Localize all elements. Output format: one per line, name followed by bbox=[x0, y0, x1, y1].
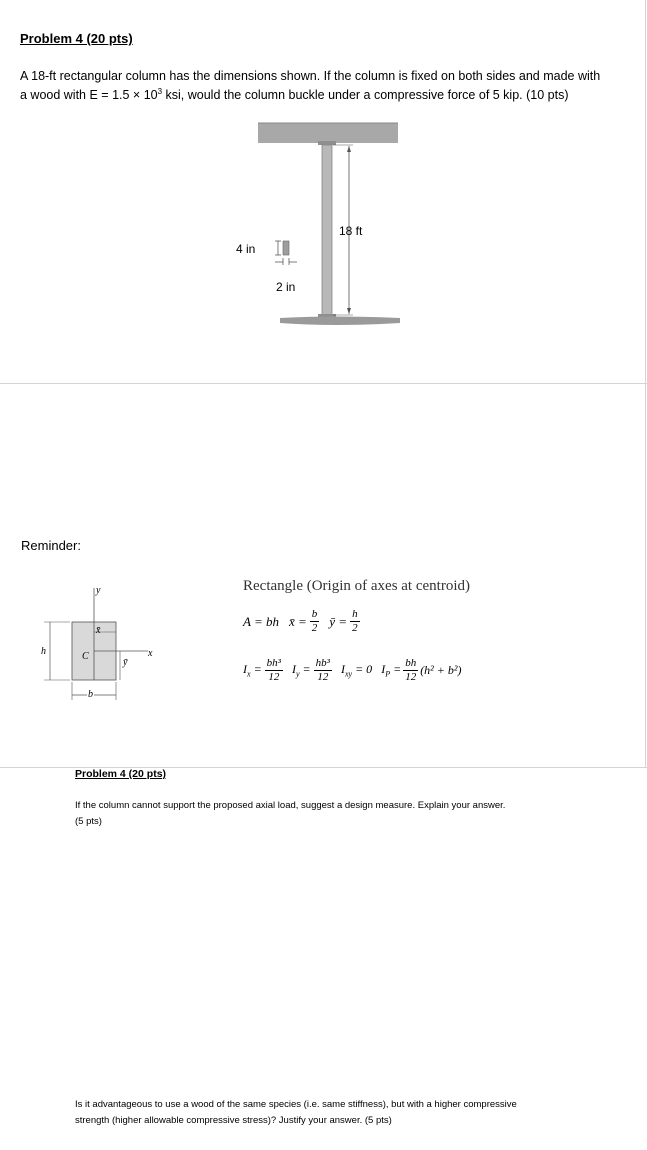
part3-line-1: Is it advantageous to use a wood of the same species (i.e. same stiffness), but with a higher compressive bbox=[75, 1099, 517, 1110]
ip-formula: $I_P$ = $\frac{bh}{12}$ (h² + b²) bbox=[381, 657, 462, 683]
diagram-b-label: b bbox=[88, 689, 93, 700]
part3-line-2: strength (higher allowable compressive stress)? Justify your answer. (5 pts) bbox=[75, 1115, 392, 1126]
cross-section bbox=[283, 241, 289, 255]
diagram-h-label: h bbox=[41, 646, 46, 657]
ybar-formula: ȳ = $\frac{h}{2}$ bbox=[329, 608, 358, 634]
ixy-formula: $I_{xy} = 0$ bbox=[340, 662, 373, 679]
top-support bbox=[258, 123, 398, 143]
part2-line-1: If the column cannot support the proposed axial load, suggest a design measure. Explain your answer. bbox=[75, 800, 506, 811]
diagram-y-label: y bbox=[96, 585, 101, 596]
ix-formula: $I_x$ = $\frac{\text{bh³}}{12}$ bbox=[243, 657, 281, 683]
height-dimension-label: 4 in bbox=[236, 242, 256, 256]
diagram-centroid-label: C bbox=[82, 651, 89, 662]
problem-part-2 bbox=[75, 798, 635, 830]
problem-part-3 bbox=[75, 1097, 640, 1129]
formula-row-2 bbox=[243, 657, 461, 684]
problem-heading-2: Problem 4 (20 pts) bbox=[75, 768, 167, 780]
diagram-ybar-label: ȳ bbox=[123, 657, 128, 668]
xbar-formula: x̄ = $\frac{b}{2}$ bbox=[288, 608, 318, 634]
width-dimension-label: 2 in bbox=[276, 280, 296, 294]
statement-line-2: a wood with $E = 1.5 \times 10^3$ ksi, would the column buckle under a compressive force of 5 kip. (10 pts) bbox=[20, 87, 569, 103]
problem-statement bbox=[20, 68, 640, 103]
statement-line-1: A 18-ft rectangular column has the dimensions shown. If the column is fixed on both sides and made with bbox=[20, 69, 601, 83]
diagram-x-label: x bbox=[148, 648, 153, 659]
ground bbox=[280, 317, 400, 326]
part2-line-2: (5 pts) bbox=[75, 816, 102, 827]
column-figure bbox=[225, 115, 415, 330]
right-border bbox=[645, 0, 646, 768]
length-dimension-label: 18 ft bbox=[339, 224, 363, 238]
column bbox=[322, 145, 332, 315]
section-divider-1 bbox=[0, 383, 647, 384]
area-formula: A = bh bbox=[243, 613, 279, 629]
formula-row-1 bbox=[243, 608, 360, 635]
reminder-label: Reminder: bbox=[21, 538, 81, 553]
problem-heading: Problem 4 (20 pts) bbox=[20, 31, 133, 46]
diagram-xbar-label: x̄ bbox=[96, 625, 101, 636]
rectangle-diagram bbox=[30, 580, 170, 710]
formula-title: Rectangle (Origin of axes at centroid) bbox=[243, 578, 470, 594]
iy-formula: $I_y$ = $\frac{\text{hb³}}{12}$ bbox=[291, 657, 330, 683]
